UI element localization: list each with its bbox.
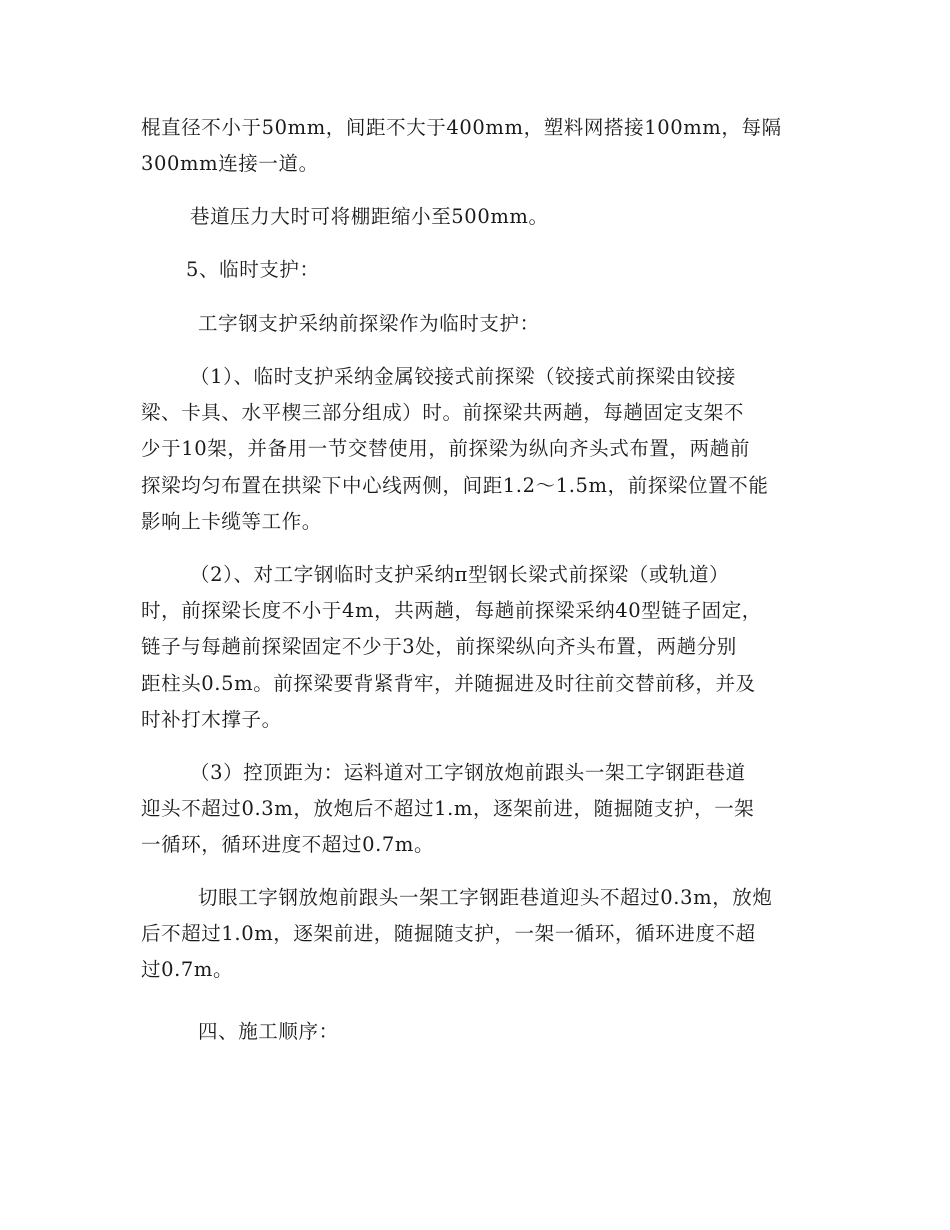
text-line: 少于10架，并备用一节交替使用，前探梁为纵向齐头式布置，两趟前: [141, 437, 750, 460]
text-line: 棍直径不小于50mm，间距不大于400mm，塑料网搭接100mm，每隔: [141, 116, 782, 139]
text-line: （1）、临时支护采纳金属铰接式前探梁（铰接式前探梁由铰接: [190, 365, 736, 388]
text-line: 巷道压力大时可将棚距缩小至500mm。: [190, 205, 549, 228]
text-line: 工字钢支护采纳前探梁作为临时支护：: [198, 312, 540, 335]
text-line: 过0.7m。: [141, 958, 234, 981]
section-heading: 四、施工顺序：: [198, 1020, 339, 1043]
text-line: 切眼工字钢放炮前跟头一架工字钢距巷道迎头不超过0.3m，放炮: [198, 886, 773, 909]
text-line: 影响上卡缆等工作。: [141, 510, 322, 533]
text-line: （2）、对工字钢临时支护采纳π型钢长梁式前探梁（或轨道）: [190, 563, 730, 586]
text-line: （3）控顶距为：运料道对工字钢放炮前跟头一架工字钢距巷道: [190, 761, 746, 784]
section-heading: 5、临时支护：: [186, 258, 320, 281]
text-line: 梁、卡具、水平楔三部分组成）时。前探梁共两趟，每趟固定支架不: [141, 401, 745, 424]
text-line: 链子与每趟前探梁固定不少于3处，前探梁纵向齐头布置，两趟分别: [141, 635, 737, 658]
text-line: 时补打木撑子。: [141, 708, 282, 731]
text-line: 距柱头0.5m。前探梁要背紧背牢，并随掘进及时往前交替前移，并及: [141, 672, 756, 695]
text-line: 时，前探梁长度不小于4m，共两趟，每趟前探梁采纳40型链子固定，: [141, 599, 762, 622]
text-line: 一循环，循环进度不超过0.7m。: [141, 833, 435, 856]
text-line: 迎头不超过0.3m，放炮后不超过1.m，逐架前进，随掘随支护，一架: [141, 797, 755, 820]
text-line: 探梁均匀布置在拱梁下中心线两侧，间距1.2～1.5m，前探梁位置不能: [141, 474, 769, 497]
text-line: 后不超过1.0m，逐架前进，随掘随支护，一架一循环，循环进度不超: [141, 922, 756, 945]
text-line: 300mm连接一道。: [141, 152, 319, 175]
